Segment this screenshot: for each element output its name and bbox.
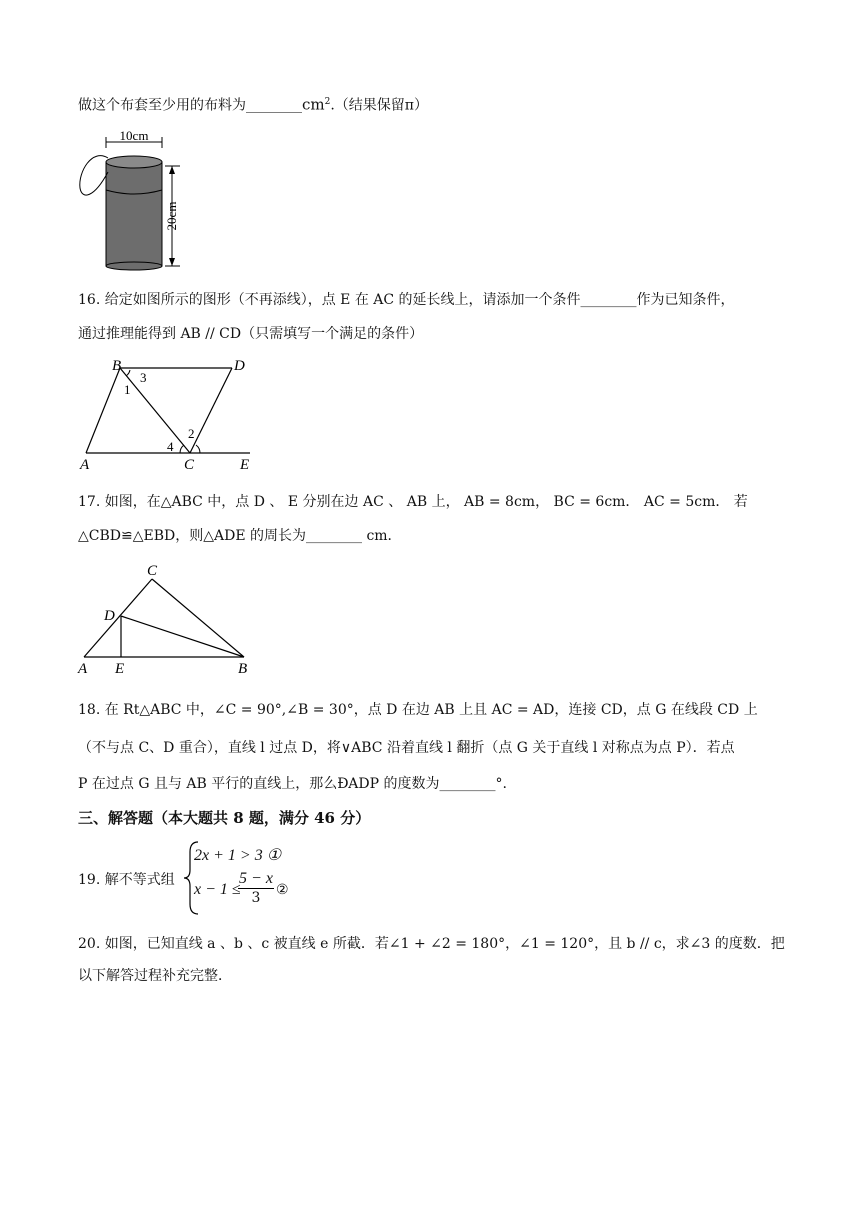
q15-text: 做这个布套至少用的布料为 — [78, 97, 246, 114]
q16-label-D: D — [234, 358, 245, 374]
q18-line-1: 18. 在 Rt△ABC 中，∠C = 90°,∠B = 30°，点 D 在边 AB 上且 AC = AD，连接 CD，点 G 在线段 CD 上 — [78, 702, 758, 718]
q16-label-E: E — [240, 457, 250, 473]
q19-fraction-denominator: 3 — [251, 890, 261, 906]
q16-angle-2: 2 — [188, 426, 195, 441]
q16-angle-4: 4 — [167, 439, 174, 454]
q17-label-E: E — [115, 661, 125, 677]
q17-label-B: B — [238, 661, 248, 677]
q15-cylinder-top — [106, 156, 162, 168]
q16-label-A: A — [80, 457, 90, 473]
q16-angle-1: 1 — [124, 382, 131, 397]
q19-fraction-numerator: 5 − x — [239, 870, 273, 887]
section-3-heading: 三、解答题（本大题共 8 题，满分 46 分） — [78, 809, 371, 827]
q20-line-1: 20. 如图，已知直线 a 、b 、c 被直线 e 所截．若∠1 + ∠2 = 180°，∠1 = 120°，且 b // c，求∠3 的度数．把 — [78, 936, 785, 952]
q17-figure — [72, 560, 262, 680]
q15-width-label: 10cm — [119, 128, 149, 143]
q16-angle-3: 3 — [140, 370, 147, 385]
q17-line-2: △CBD≌△EBD，则△ADE 的周长为________ cm． — [78, 528, 402, 544]
q15-blank: ________ — [246, 97, 302, 114]
q18-line-2: （不与点 C、D 重合），直线 l 过点 D，将∨ABC 沿着直线 l 翻折（点 G 关于直线 l 对称点为点 P）．若点 — [78, 740, 735, 756]
q15-cylinder-body — [106, 162, 162, 266]
q20-line-2: 以下解答过程补充完整． — [78, 968, 232, 984]
q19-fraction — [238, 870, 274, 907]
q17-line-1: 17. 如图，在△ABC 中，点 D 、 E 分别在边 AC 、 AB 上， AB = 8cm， BC = 6cm． AC = 5cm． 若 — [78, 494, 748, 510]
q16-label-C: C — [184, 457, 195, 473]
q19-label: 19. 解不等式组 — [78, 872, 175, 888]
q15-loop-handle — [80, 156, 108, 195]
q17-label-C: C — [147, 563, 158, 579]
q16-label-B: B — [112, 358, 122, 374]
q15-unit: cm — [302, 95, 325, 114]
q16-line-1: 16. 给定如图所示的图形（不再添线），点 E 在 AC 的延长线上，请添加一个条件________作为已知条件， — [78, 292, 735, 308]
q15-text-after: .（结果保留π） — [330, 97, 429, 114]
q19-mark-2: ② — [276, 882, 289, 898]
q16-figure — [72, 356, 272, 476]
q15-height-label: 20cm — [164, 201, 179, 231]
q15-unit-sup: 2 — [324, 97, 331, 107]
q15-cylinder-figure — [72, 128, 192, 274]
q17-label-D: D — [104, 608, 115, 624]
q19-inequality-1: 2x + 1 > 3 ① — [194, 847, 282, 864]
q19-inequality-2: x − 1 ≤ — [194, 881, 241, 898]
q18-line-3: P 在过点 G 且与 AB 平行的直线上，那么ÐADP 的度数为________°. — [78, 776, 507, 792]
q16-line-2: 通过推理能得到 AB // CD（只需填写一个满足的条件） — [78, 326, 424, 342]
q15-line — [78, 92, 428, 116]
q17-label-A: A — [78, 661, 88, 677]
